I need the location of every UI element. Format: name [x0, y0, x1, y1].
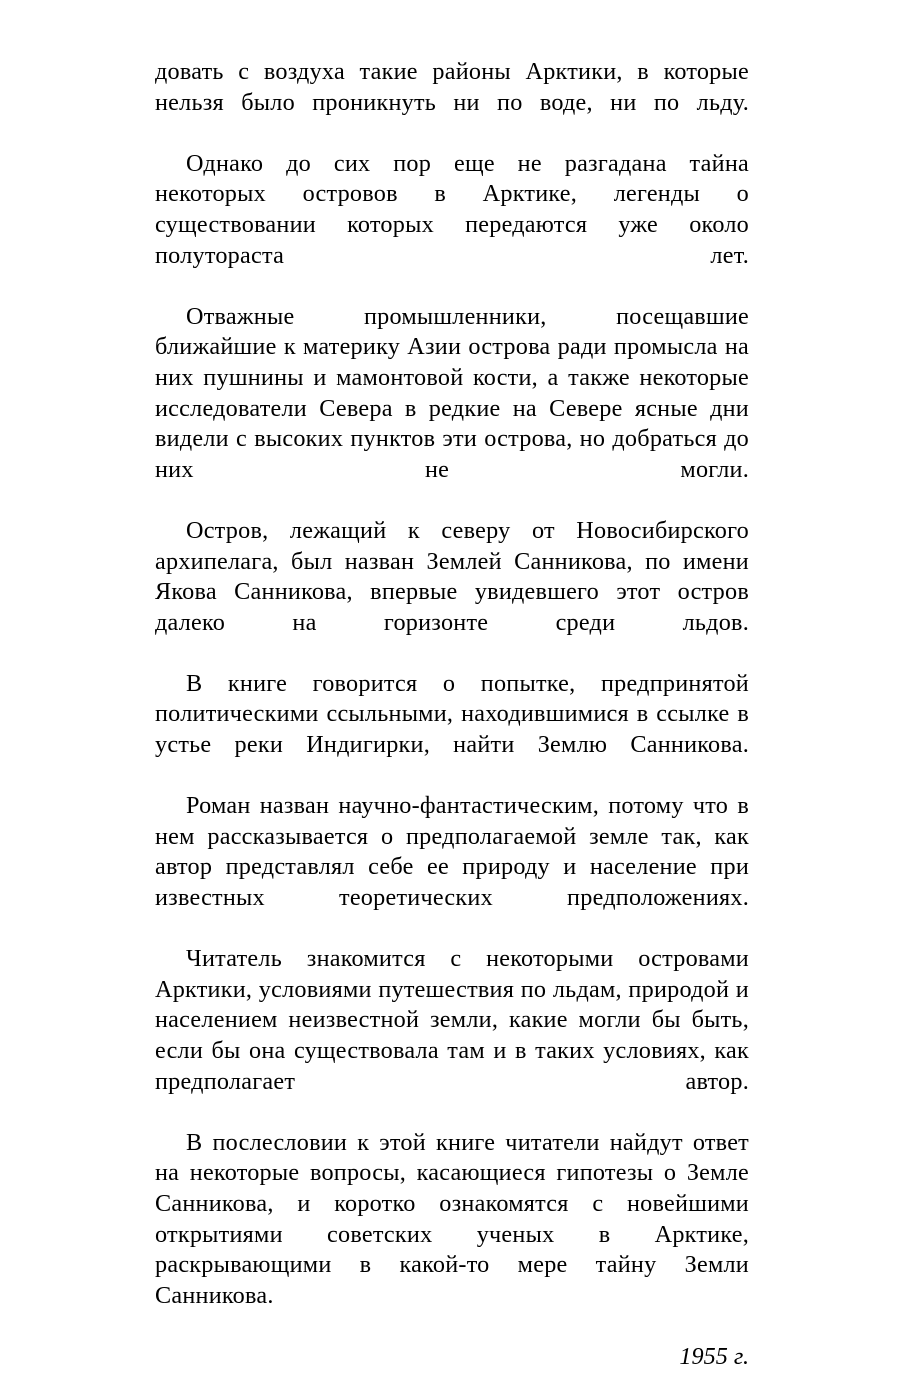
paragraph-1: Однако до сих пор еще не разгадана тайна некоторых островов в Арктике, легенды о существовании которых передаются уже около полутораста лет.	[155, 149, 749, 269]
date-line: 1955 г.	[679, 1342, 749, 1370]
paragraph-continuation: довать с воздуха такие районы Арктики, в которые нельзя было проникнуть ни по воде, ни по льду.	[155, 58, 749, 116]
paragraph-5: Роман назван научно-фантастическим, потому что в нем рассказывается о предполагаемой земле так, как автор представлял себе ее природу и население при известных теоретических предположениях.	[155, 792, 749, 912]
paragraph-2: Отважные промышленники, посещавшие ближайшие к материку Азии острова ради промысла на них пушнины и мамонтовой кости, а также некоторые исследователи Севера в редкие на Севере ясные дни видели с высоких пунктов эти острова, но добраться до них не могли.	[155, 302, 749, 483]
paragraph-4: В книге говорится о попытке, предпринятой политическими ссыльными, находившимися в ссылке в устье реки Индигирки, найти Землю Санникова.	[155, 669, 749, 759]
paragraph-7: В послесловии к этой книге читатели найдут ответ на некоторые вопросы, касающиеся гипотезы о Земле Санникова, и коротко ознакомятся с новейшими открытиями советских ученых в Арктике, раскрывающими в какой-то мере тайну Земли Санникова.	[155, 1128, 749, 1309]
page-text-block	[155, 57, 749, 1373]
paragraph-3: Остров, лежащий к северу от Новосибирского архипелага, был назван Землей Санникова, по имени Якова Санникова, впервые увидевшего этот остров далеко на горизонте среди льдов.	[155, 516, 749, 636]
paragraph-6: Читатель знакомится с некоторыми островами Арктики, условиями путешествия по льдам, природой и населением неизвестной земли, какие могли бы быть, если бы она существовала там и в таких условиях, как предполагает автор.	[155, 945, 749, 1095]
